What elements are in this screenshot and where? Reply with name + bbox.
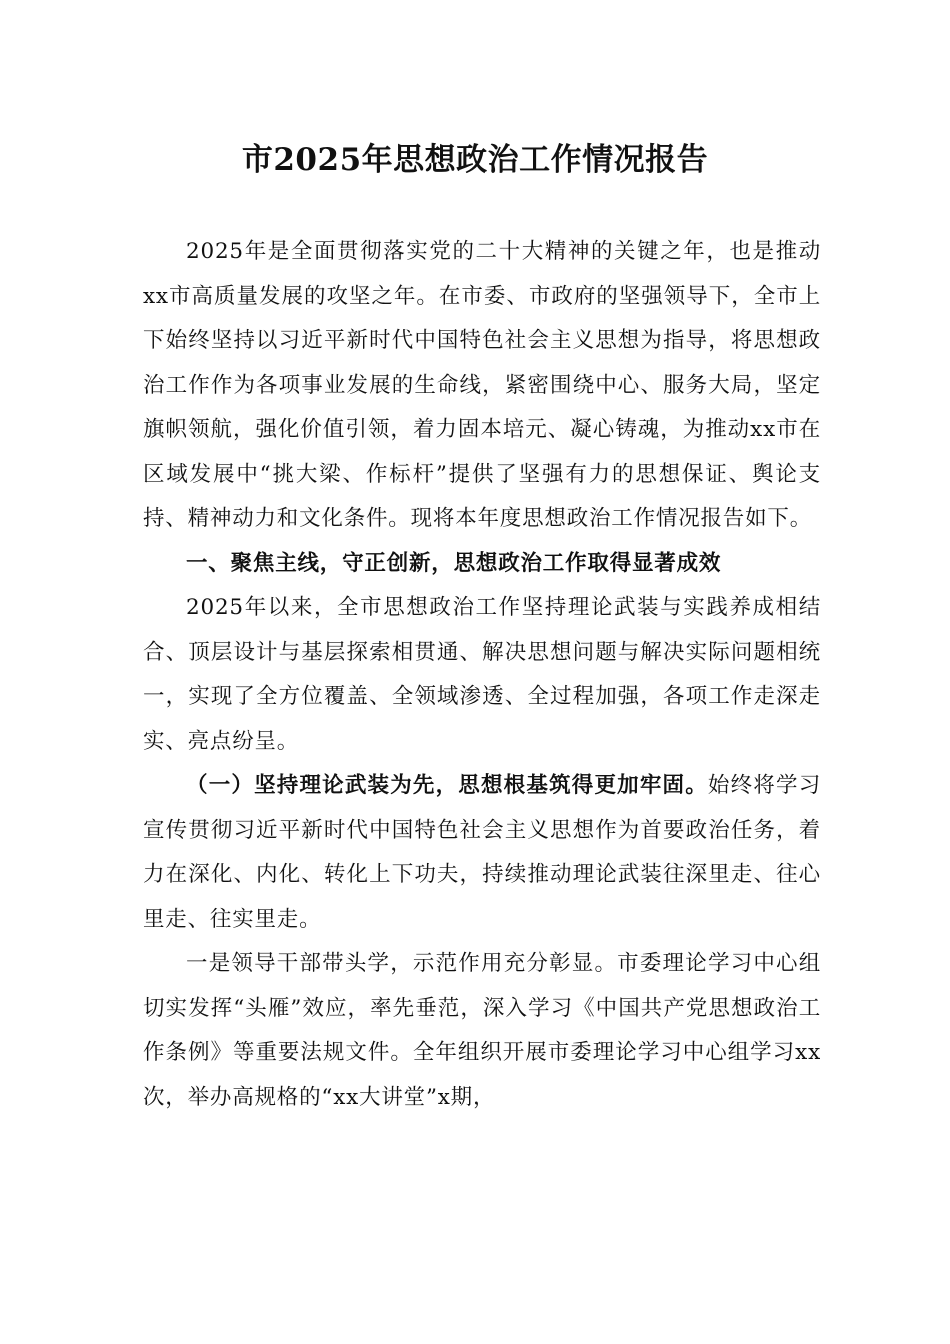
subsection-1-lead: （一）坚持理论武装为先，思想根基筑得更加牢固。	[186, 773, 708, 798]
subsection-1-paragraph	[143, 764, 821, 942]
point-1-lead: 一是领导干部带头学，示范作用充分彰显。	[186, 951, 618, 976]
intro-paragraph: 2025年是全面贯彻落实党的二十大精神的关键之年，也是推动xx市高质量发展的攻坚之年。在市委、市政府的坚强领导下，全市上下始终坚持以习近平新时代中国特色社会主义思想为指导，将思想政治工作作为各项事业发展的生命线，紧密围绕中心、服务大局，坚定旗帜领航，强化价值引领，着力固本培元、凝心铸魂，为推动xx市在区域发展中“挑大梁、作标杆”提供了坚强有力的思想保证、舆论支持、精神动力和文化条件。现将本年度思想政治工作情况报告如下。	[143, 239, 821, 531]
point-1-paragraph	[143, 942, 821, 1120]
document-title: 市2025年思想政治工作情况报告	[241, 142, 709, 178]
section-heading-1: 一、聚焦主线，守正创新，思想政治工作取得显著成效	[186, 550, 722, 576]
document-body	[143, 230, 821, 1120]
subsection-1-text: 始终将学习宣传贯彻习近平新时代中国特色社会主义思想作为首要政治任务，着力在深化、内化、转化上下功夫，持续推动理论武装往深里走、往心里走、往实里走。	[143, 773, 821, 932]
point-1-text: 市委理论学习中心组切实发挥“头雁”效应，率先垂范，深入学习《中国共产党思想政治工作条例》等重要法规文件。全年组织开展市委理论学习中心组学习xx次，举办高规格的“xx大讲堂”x期，	[143, 951, 822, 1110]
section-1-paragraph: 2025年以来，全市思想政治工作坚持理论武装与实践养成相结合、顶层设计与基层探索相贯通、解决思想问题与解决实际问题相统一，实现了全方位覆盖、全领域渗透、全过程加强，各项工作走深走实、亮点纷呈。	[143, 595, 821, 754]
